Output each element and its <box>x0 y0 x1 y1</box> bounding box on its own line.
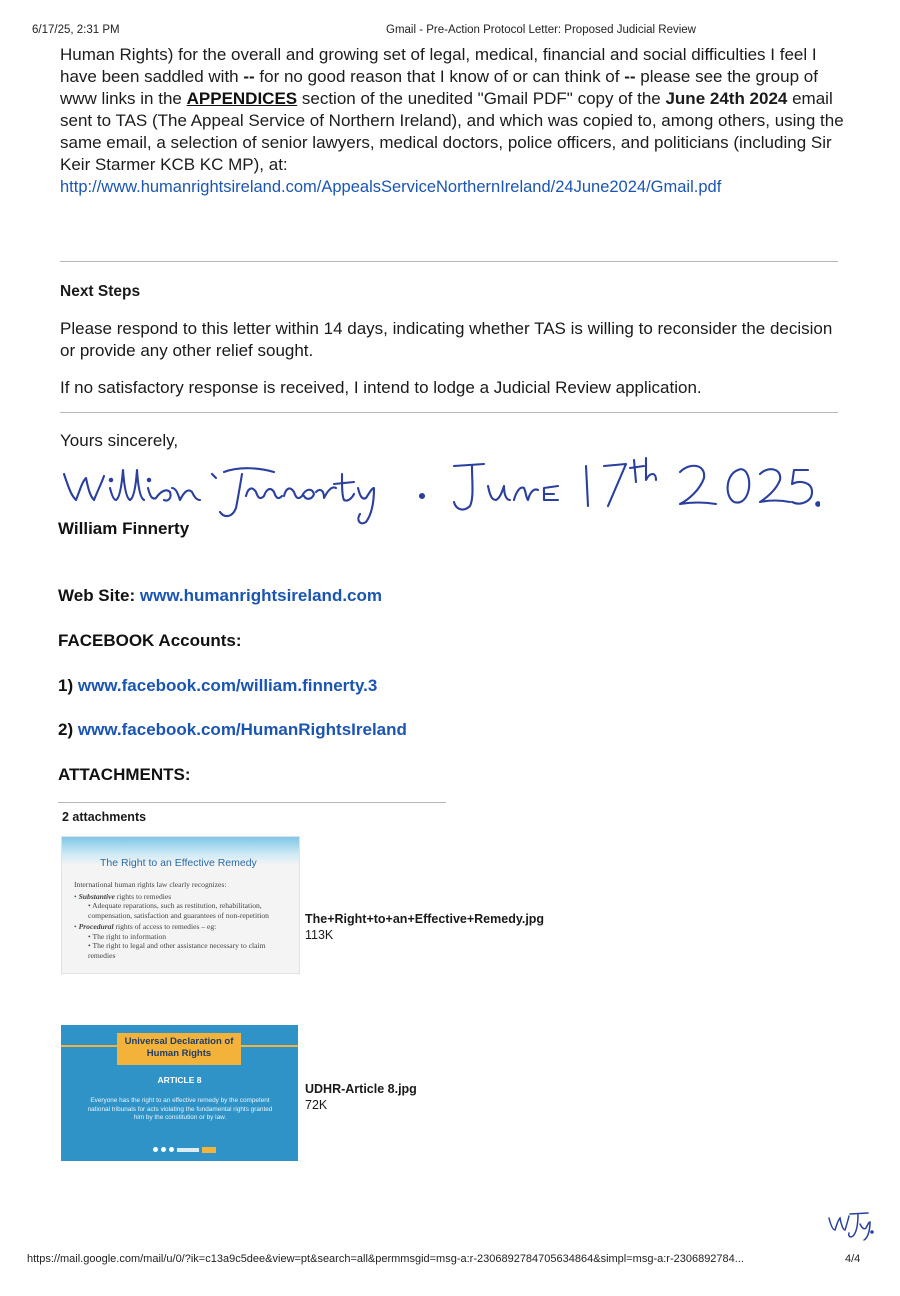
page-number: 4/4 <box>845 1253 861 1265</box>
intro-text: Human Rights) for the overall and growing set of legal, medical, financial and social difficulties I feel I have been saddled with <box>60 45 817 86</box>
next-steps-heading: Next Steps <box>60 283 141 300</box>
thumbnail-subbullet <box>74 932 292 942</box>
logo-mark-icon <box>177 1148 199 1152</box>
bullet-icon: • <box>88 941 91 950</box>
facebook-line-2 <box>58 720 407 740</box>
thumbnail-logo-row <box>153 1147 216 1153</box>
gmail-pdf-link[interactable]: http://www.humanrightsireland.com/AppealsServiceNorthernIreland/24June2024/Gmail.pdf <box>60 178 722 196</box>
facebook-line-1 <box>58 676 377 696</box>
attachment-size: 72K <box>305 1098 328 1112</box>
attachment-thumbnail-udhr-article-8[interactable] <box>61 1025 298 1161</box>
intro-text: section of the unedited "Gmail PDF" copy of the <box>297 89 666 108</box>
print-date: 6/17/25, 2:31 PM <box>32 24 120 36</box>
thumbnail-bullet-2-emphasis: Procedural <box>78 922 114 931</box>
website-line <box>58 586 382 606</box>
facebook-number-2: 2) <box>58 720 74 739</box>
intro-date: June 24th 2024 <box>665 89 788 108</box>
thumbnail-subbullet-text: The right to legal and other assistance necessary to claim remedies <box>88 941 266 960</box>
signer-name: William Finnerty <box>58 519 190 538</box>
intro-paragraph <box>60 44 850 198</box>
facebook-number-1: 1) <box>58 676 74 695</box>
attachments-count: 2 attachments <box>62 810 147 824</box>
print-title: Gmail - Pre-Action Protocol Letter: Proposed Judicial Review <box>386 24 696 36</box>
next-steps-paragraph-1: Please respond to this letter within 14 days, indicating whether TAS is willing to reconsider the decision or provide any other relief sought. <box>60 319 833 360</box>
thumbnail-bullet-1-emphasis: Substantive <box>78 891 115 901</box>
intro-text: email sent to TAS (The Appeal Service of Northern Ireland), and which was copied to, among others, using the same email, a selection of senior lawyers, medical doctors, police officers, and politicians (including Sir Keir Starmer KCB KC MP), at: <box>60 89 844 174</box>
thumbnail-bullet-1-text: rights to remedies <box>114 891 172 901</box>
bullet-icon: • <box>74 922 77 931</box>
bullet-icon: • <box>88 901 91 910</box>
attachment-filename[interactable]: UDHR-Article 8.jpg <box>305 1082 417 1096</box>
website-label: Web Site: <box>58 586 136 605</box>
bullet-icon: • <box>88 931 91 941</box>
divider <box>60 261 838 262</box>
thumbnail-intro: International human rights law clearly recognizes: <box>74 880 227 889</box>
appendices-label: APPENDICES <box>186 89 298 108</box>
print-footer-url: https://mail.google.com/mail/u/0/?ik=c13a9c5dee&view=pt&search=all&permmsgid=msg-a:r-2306892784705634864&simpl=msg-a:r-2306892784... <box>27 1253 744 1265</box>
intro-dashes: -- <box>624 67 636 86</box>
thumbnail-title: The Right to an Effective Remedy <box>100 857 257 869</box>
intro-text: please see the group of www links in the <box>60 67 818 108</box>
print-header <box>32 24 868 40</box>
website-link[interactable]: www.humanrightsireland.com <box>139 586 383 605</box>
thumbnail-bullet-2-text: rights of access to remedies – eg: <box>113 922 217 931</box>
handwritten-initials-icon <box>826 1208 874 1242</box>
facebook-heading: FACEBOOK Accounts: <box>58 631 242 650</box>
attachment-thumbnail-effective-remedy[interactable] <box>61 836 300 974</box>
thumbnail-bullet-2 <box>74 922 292 932</box>
attachments-heading: ATTACHMENTS: <box>58 765 191 784</box>
thumbnail-subbullet <box>74 901 292 920</box>
intro-dashes: -- <box>243 67 255 86</box>
thumbnail-subbullet-text: The right to information <box>92 931 167 941</box>
thumbnail-bullet-1 <box>74 892 292 902</box>
salutation: Yours sincerely, <box>60 431 179 450</box>
thumbnail-subbullet-text: Adequate reparations, such as restitution, rehabilitation, compensation, satisfaction and guarantees of non-repetition <box>88 901 269 920</box>
thumbnail-article-body: Everyone has the right to an effective remedy by the competent national tribunals for acts violating the fundamental rights granted him by the constitution or by law. <box>87 1097 273 1122</box>
divider <box>60 412 838 413</box>
thumbnail-article-label: ARTICLE 8 <box>157 1075 202 1085</box>
thumbnail-subbullet <box>74 941 292 960</box>
bullet-icon: • <box>74 891 77 901</box>
logo-dot-icon <box>153 1147 158 1152</box>
intro-text: for no good reason that I know of or can think of <box>254 67 625 86</box>
logo-badge-icon <box>202 1147 216 1153</box>
next-steps-paragraph-2: If no satisfactory response is received, I intend to lodge a Judicial Review application. <box>60 378 702 397</box>
handwritten-signature <box>60 452 820 528</box>
thumbnail-banner: Universal Declaration of Human Rights <box>117 1033 241 1065</box>
facebook-link-2[interactable]: www.facebook.com/HumanRightsIreland <box>77 720 407 739</box>
thumbnail-body <box>74 880 292 960</box>
attachment-size: 113K <box>305 928 334 942</box>
facebook-link-1[interactable]: www.facebook.com/william.finnerty.3 <box>77 676 378 695</box>
logo-dot-icon <box>161 1147 166 1152</box>
attachments-divider <box>58 802 446 803</box>
attachment-filename[interactable]: The+Right+to+an+Effective+Remedy.jpg <box>305 912 545 926</box>
logo-dot-icon <box>169 1147 174 1152</box>
